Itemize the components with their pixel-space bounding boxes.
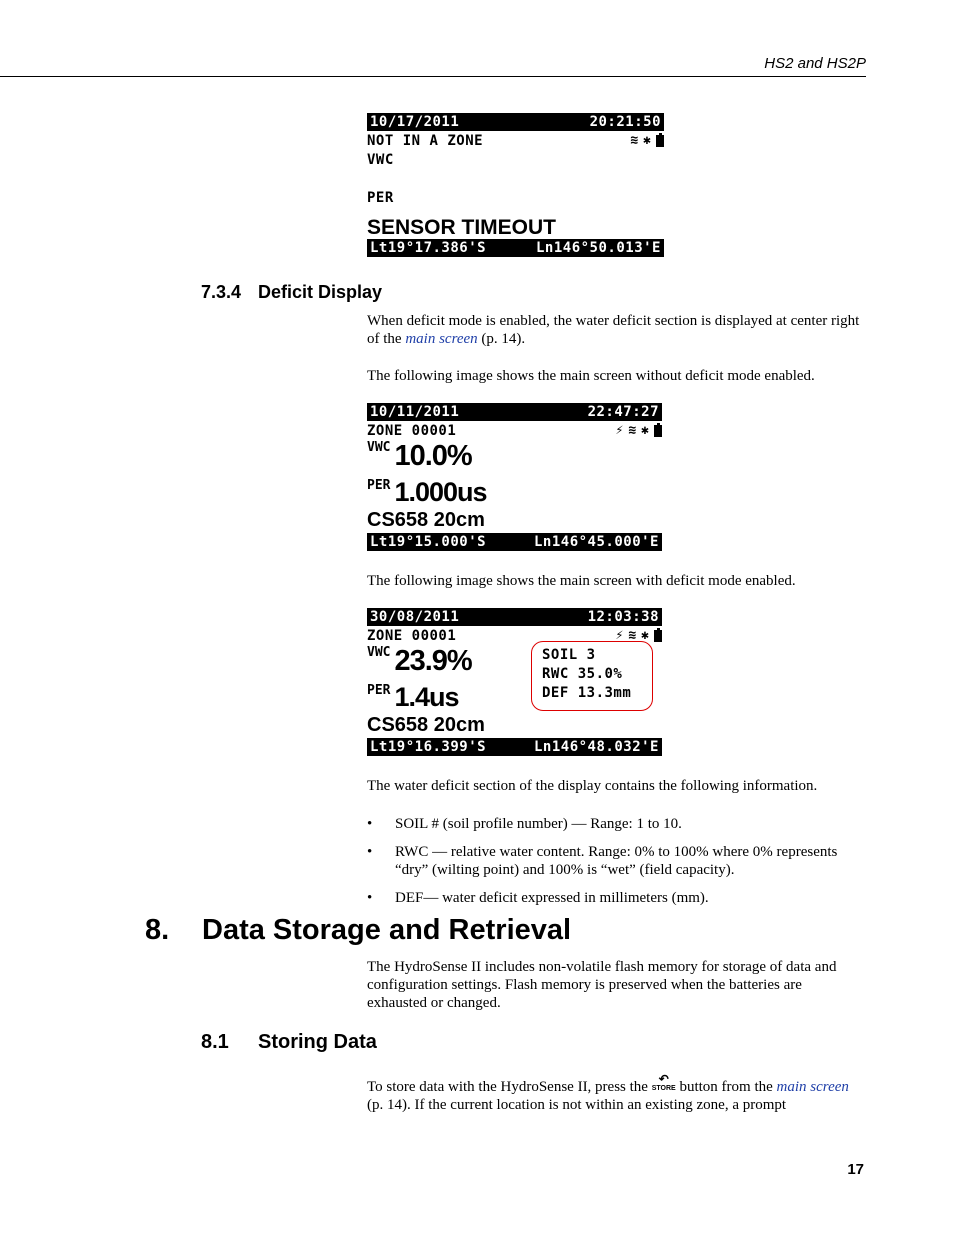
bullet-icon: • [367, 816, 373, 832]
page-number: 17 [847, 1161, 864, 1178]
lcd-zone: ZONE 00001 [367, 422, 457, 439]
lcd-screen-no-deficit [367, 403, 662, 551]
paragraph-storing-data: To store data with the HydroSense II, press the ↶ STORE button from the main screen (p. 14). If the current location is not within an existing zone, a prompt [367, 1072, 849, 1113]
lcd-vwc-label: VWC [367, 151, 394, 168]
bullet-icon: • [367, 890, 373, 906]
main-screen-link[interactable]: main screen [776, 1079, 849, 1095]
chapter-heading-8: 8. Data Storage and Retrieval [145, 914, 572, 946]
paragraph-without-deficit: The following image shows the main screen without deficit mode enabled. [367, 368, 815, 384]
main-screen-link[interactable]: main screen [405, 331, 478, 347]
lcd-date: 30/08/2011 [370, 609, 460, 625]
bluetooth-icon: ✱ [641, 628, 650, 643]
lcd-sensor: CS658 20cm [367, 509, 485, 531]
lcd-rwc: RWC 35.0% [542, 666, 623, 682]
lcd-sensor: CS658 20cm [367, 714, 485, 736]
list-item: • SOIL # (soil profile number) — Range: 1 to 10. [367, 816, 682, 832]
running-header: HS2 and HS2P [764, 55, 866, 72]
signal-icon: ≋ [628, 423, 638, 438]
store-button-icon: ↶ STORE [651, 1072, 676, 1092]
header-rule [0, 76, 866, 77]
lcd-soil: SOIL 3 [542, 647, 596, 663]
lcd-longitude: Ln146°48.032'E [533, 739, 659, 755]
lcd-vwc-label: VWC [367, 440, 391, 455]
lcd-per-label: PER [367, 478, 391, 493]
lcd-date: 10/17/2011 [370, 114, 460, 130]
lcd-per-label: PER [367, 189, 394, 206]
lcd-status-message: SENSOR TIMEOUT [367, 216, 557, 239]
deficit-highlight-box [531, 641, 653, 711]
lcd-latitude: Lt19°16.399'S [370, 739, 487, 755]
list-item: • RWC — relative water content. Range: 0% to 100% where 0% represents “dry” (wilting point) and 100% is “wet” (field capacity). [367, 844, 838, 878]
bluetooth-icon: ✱ [641, 423, 650, 438]
section-heading-7-3-4: 7.3.4 Deficit Display [201, 282, 383, 302]
lcd-latitude: Lt19°15.000'S [370, 534, 487, 550]
paragraph-storage-intro: The HydroSense II includes non-volatile flash memory for storage of data and configuration settings. Flash memory is preserved when the batteries are exhausted or changed. [367, 959, 837, 1011]
signal-icon: ≋ [630, 133, 640, 148]
lcd-time: 20:21:50 [589, 114, 661, 130]
gps-satellite-icon: ⚡ [615, 628, 625, 643]
lcd-longitude: Ln146°45.000'E [533, 534, 659, 550]
lcd-time: 22:47:27 [587, 404, 659, 420]
lcd-vwc-value: 23.9% [394, 645, 472, 677]
lcd-vwc-label: VWC [367, 645, 391, 660]
section-heading-8-1: 8.1 Storing Data [201, 1031, 377, 1053]
lcd-date: 10/11/2011 [370, 404, 460, 420]
gps-satellite-icon: ⚡ [615, 423, 625, 438]
lcd-zone: ZONE 00001 [367, 627, 457, 644]
signal-icon: ≋ [628, 628, 638, 643]
lcd-longitude: Ln146°50.013'E [535, 240, 661, 256]
bullet-icon: • [367, 844, 373, 860]
lcd-vwc-value: 10.0% [394, 440, 472, 472]
lcd-time: 12:03:38 [587, 609, 659, 625]
lcd-latitude: Lt19°17.386'S [370, 240, 487, 256]
lcd-def: DEF 13.3mm [542, 685, 632, 701]
bluetooth-icon: ✱ [643, 133, 652, 148]
lcd-per-label: PER [367, 683, 391, 698]
lcd-zone-status: NOT IN A ZONE [367, 132, 484, 149]
paragraph-deficit-intro: When deficit mode is enabled, the water deficit section is displayed at center right of the main screen (p. 14). [367, 313, 860, 347]
battery-icon [656, 135, 664, 147]
lcd-screen-sensor-timeout [367, 113, 664, 257]
lcd-date-bar [367, 113, 664, 131]
paragraph-deficit-info: The water deficit section of the display contains the following information. [367, 778, 818, 794]
battery-icon [654, 425, 662, 437]
battery-icon [654, 630, 662, 642]
lcd-per-value: 1.4us [394, 682, 459, 712]
paragraph-with-deficit: The following image shows the main screen with deficit mode enabled. [367, 573, 796, 589]
lcd-per-value: 1.000us [394, 477, 487, 507]
list-item: • DEF— water deficit expressed in millimeters (mm). [367, 890, 709, 906]
lcd-gps-bar [367, 239, 664, 257]
